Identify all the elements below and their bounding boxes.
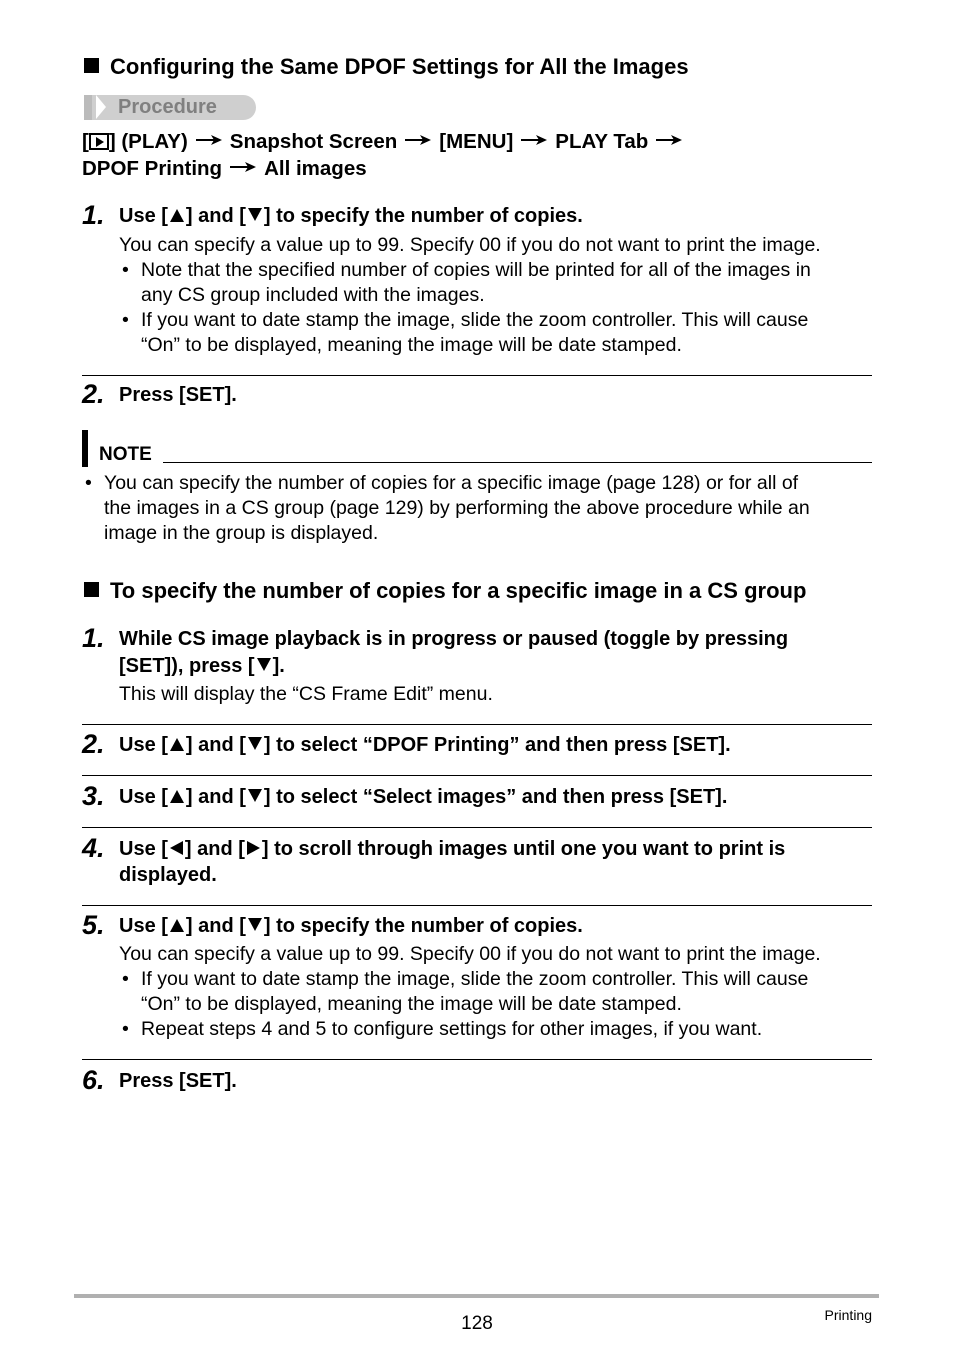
step-divider — [82, 1059, 872, 1060]
step-instruction: Press [SET]. — [119, 384, 237, 406]
down-triangle-icon — [257, 658, 271, 671]
step-instruction: Use [ ] and [ ] to scroll through images until one you want to print is — [119, 838, 786, 860]
bullet-item: • If you want to date stamp the image, slide the zoom controller. This will cause “On” to be displayed, meaning the image will be date stamped. — [122, 309, 809, 356]
page-number: 128 — [461, 1313, 493, 1334]
procedure-label: Procedure — [118, 96, 217, 118]
note-marker-bar — [82, 430, 88, 467]
step-divider — [82, 375, 872, 376]
step-body-text: This will display the “CS Frame Edit” menu. — [119, 683, 493, 705]
procedure-tab-notch — [96, 95, 106, 119]
step-divider — [82, 724, 872, 725]
step-number: 1. — [82, 200, 105, 230]
right-triangle-icon — [247, 841, 260, 855]
step-instruction: Use [ ] and [ ] to specify the number of copies. — [119, 205, 583, 227]
right-arrow-icon — [521, 134, 547, 146]
up-triangle-icon — [170, 738, 184, 751]
step-number: 5. — [82, 910, 105, 940]
right-arrow-icon — [196, 134, 222, 146]
down-triangle-icon — [248, 918, 262, 931]
note-divider — [163, 462, 872, 463]
step-body-text: You can specify a value up to 99. Specify 00 if you do not want to print the image. — [119, 234, 821, 256]
right-arrow-icon — [405, 134, 431, 146]
step-number: 2. — [82, 379, 105, 409]
step-number: 3. — [82, 781, 105, 811]
step-instruction-cont: displayed. — [119, 864, 217, 886]
right-arrow-icon — [230, 161, 256, 173]
bullet-dot: • — [122, 309, 129, 331]
bullet-dot: • — [122, 259, 129, 281]
right-arrow-icon — [656, 134, 682, 146]
bullet-dot: • — [122, 968, 129, 990]
step-divider — [82, 905, 872, 906]
menu-path-line-1: [ ] (PLAY) Snapshot Screen [MENU] PLAY Tab — [82, 130, 690, 154]
step-instruction: Use [ ] and [ ] to select “Select images” and then press [SET]. — [119, 786, 728, 808]
footer-section-name: Printing — [824, 1307, 872, 1323]
step-number: 2. — [82, 729, 105, 759]
step-instruction: While CS image playback is in progress or paused (toggle by pressing — [119, 628, 789, 650]
step-instruction: Press [SET]. — [119, 1070, 237, 1092]
bullet-item: • Repeat steps 4 and 5 to configure settings for other images, if you want. — [122, 1018, 763, 1040]
up-triangle-icon — [170, 790, 184, 803]
bullet-item: • Note that the specified number of copies will be printed for all of the images in any CS group included with the images. — [122, 259, 811, 306]
bullet-dot: • — [122, 1018, 129, 1040]
step-instruction: Use [ ] and [ ] to select “DPOF Printing” and then press [SET]. — [119, 734, 731, 756]
square-bullet-icon — [84, 582, 99, 597]
section-heading-cs-group: To specify the number of copies for a specific image in a CS group — [84, 578, 806, 604]
step-number: 4. — [82, 833, 105, 863]
down-triangle-icon — [248, 789, 262, 802]
step-body-text: You can specify a value up to 99. Specify 00 if you do not want to print the image. — [119, 943, 821, 965]
down-triangle-icon — [248, 208, 262, 221]
procedure-tab — [84, 95, 256, 120]
step-divider — [82, 827, 872, 828]
procedure-tab-stripe — [84, 95, 92, 120]
step-instruction: Use [ ] and [ ] to specify the number of copies. — [119, 915, 583, 937]
note-label: NOTE — [99, 444, 152, 465]
section-heading-all-images: Configuring the Same DPOF Settings for All the Images — [84, 54, 689, 80]
step-number: 1. — [82, 623, 105, 653]
up-triangle-icon — [170, 919, 184, 932]
play-mode-icon — [89, 133, 109, 150]
note-bullet-item: • You can specify the number of copies for a specific image (page 128) or for all of the images in a CS group (page 129) by performing the above procedure while an image in the group is displayed. — [85, 472, 810, 544]
step-instruction-cont: [SET]), press [ ]. — [119, 655, 285, 677]
bullet-item: • If you want to date stamp the image, slide the zoom controller. This will cause “On” to be displayed, meaning the image will be date stamped. — [122, 968, 809, 1015]
step-number: 6. — [82, 1065, 105, 1095]
down-triangle-icon — [248, 737, 262, 750]
square-bullet-icon — [84, 58, 99, 73]
footer-rule — [74, 1294, 879, 1298]
left-triangle-icon — [170, 841, 183, 855]
bullet-dot: • — [85, 472, 92, 494]
menu-path-line-2: DPOF Printing All images — [82, 157, 367, 180]
up-triangle-icon — [170, 209, 184, 222]
step-divider — [82, 775, 872, 776]
